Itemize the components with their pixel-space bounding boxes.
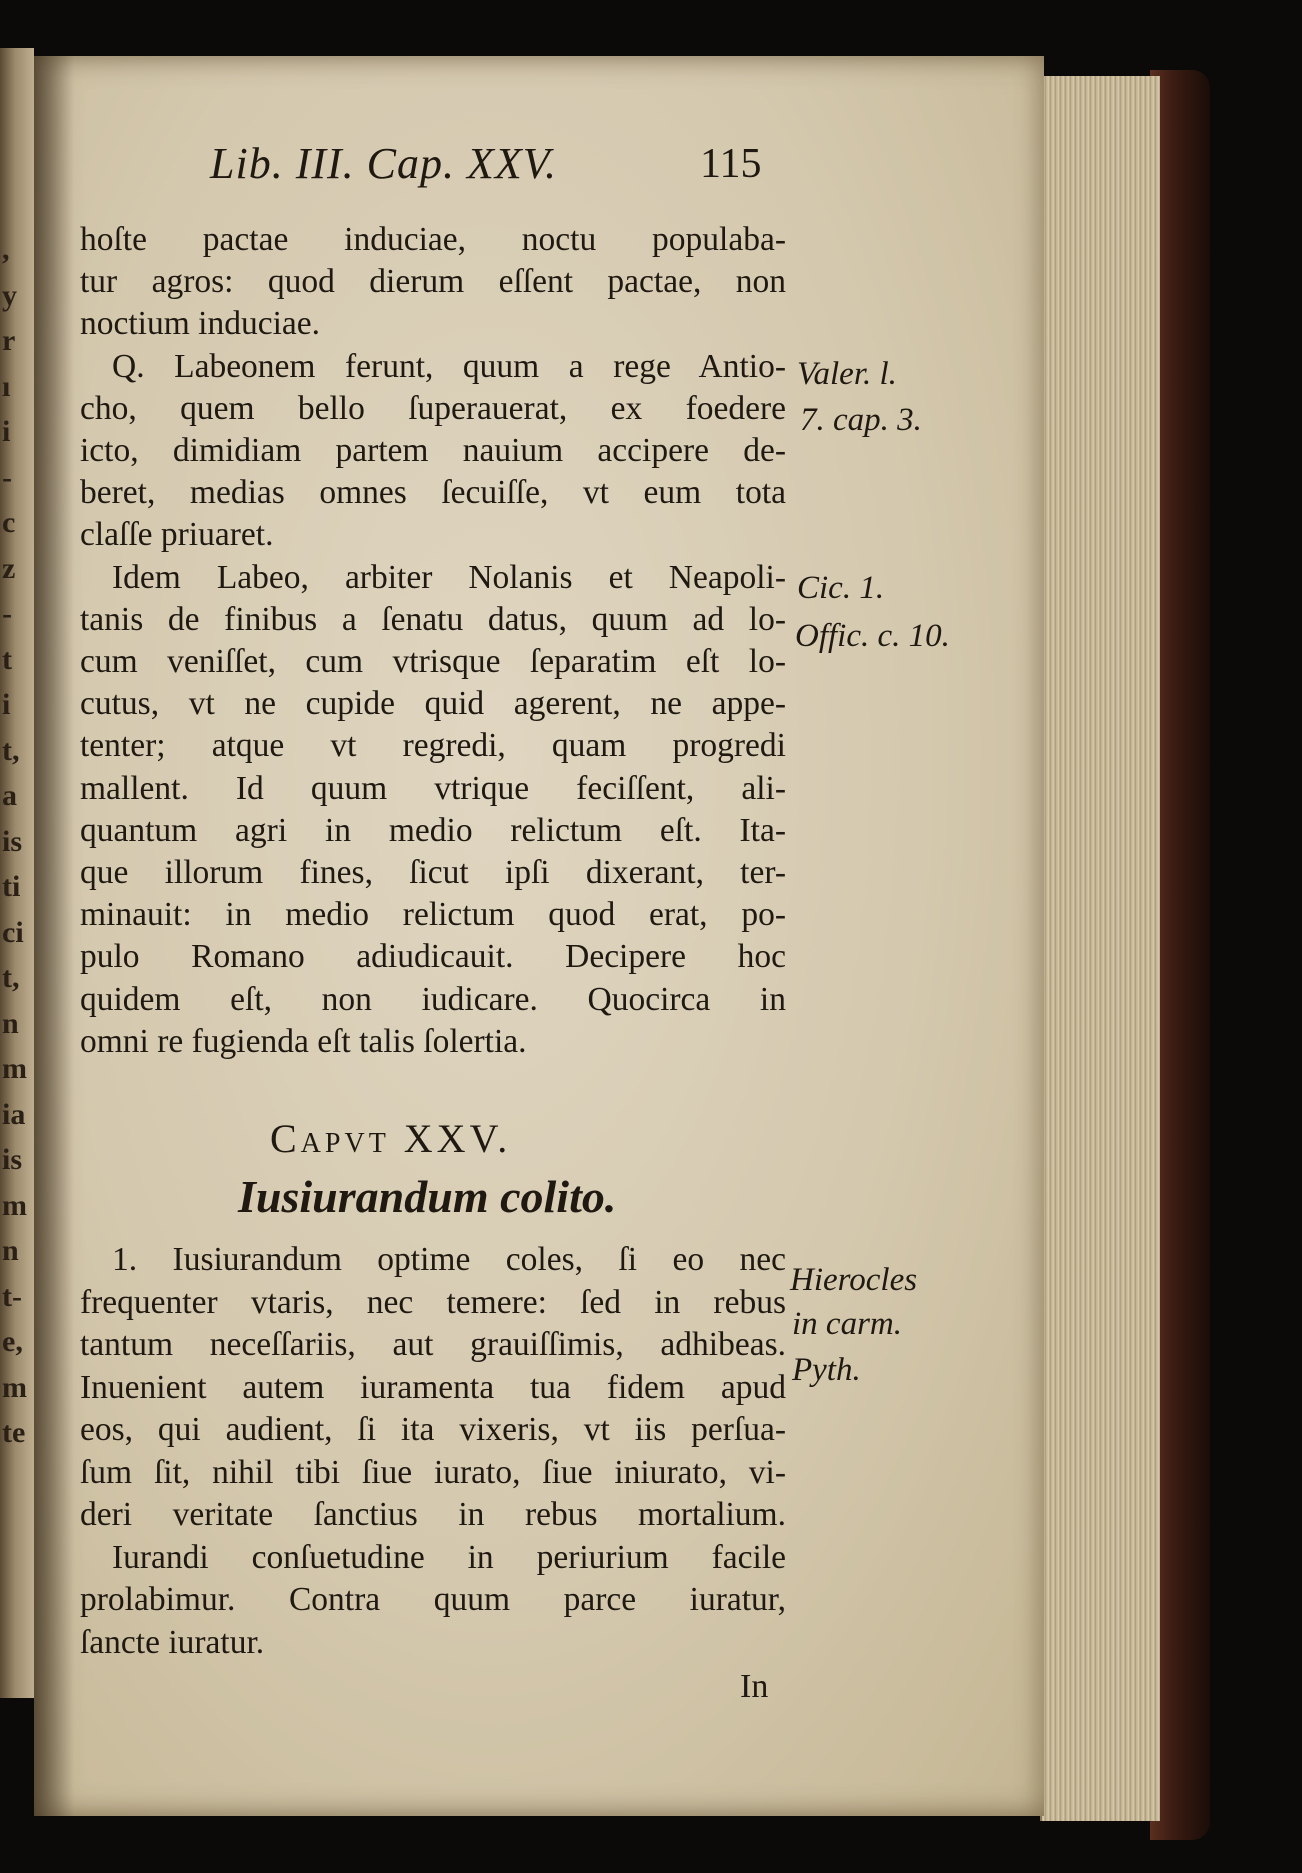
text-line: minauit: in medio relictum quod erat, po- (80, 896, 786, 934)
left-page-char: n (2, 1006, 19, 1040)
margin-note: Pyth. (792, 1352, 861, 1388)
margin-note: Offic. c. 10. (795, 618, 950, 654)
margin-note: Valer. l. (797, 356, 897, 392)
page-number: 115 (700, 141, 762, 187)
text-line: mallent. Id quum vtrique feciſſent, ali- (80, 769, 786, 807)
text-line: frequenter vtaris, nec temere: ſed in rebus (80, 1283, 786, 1321)
left-page-char: r (2, 324, 16, 357)
left-page-char: y (2, 278, 17, 312)
text-line: ſum ſit, nihil tibi ſiue iurato, ſiue iniurato, vi- (80, 1453, 786, 1491)
left-page-char: z (2, 551, 16, 585)
text-line: tantum neceſſariis, aut grauiſſimis, adhibeas. (80, 1326, 786, 1363)
text-line: cho, quem bello ſuperauerat, ex foedere (80, 389, 786, 427)
text-line: claſſe priuaret. (80, 516, 274, 554)
left-page-char: - (2, 597, 12, 630)
left-page-char: t, (2, 961, 20, 994)
left-page-char: i (2, 688, 11, 721)
text-line: cum veniſſet, cum vtrisque ſeparatim eſt lo- (80, 643, 786, 680)
text-line: tur agros: quod dierum eſſent pactae, non (80, 263, 786, 301)
left-page-char: i (2, 415, 11, 448)
text-line: icto, dimidiam partem nauium accipere de- (80, 432, 786, 469)
text-line: Idem Labeo, arbiter Nolanis et Neapoli- (112, 558, 786, 596)
text-line: pulo Romano adiudicauit. Decipere hoc (80, 938, 786, 976)
catchword: In (740, 1668, 769, 1705)
text-line: tenter; atque vt regredi, quam progredi (80, 727, 786, 765)
left-page-char: t- (2, 1279, 22, 1313)
left-page-char: c (2, 506, 16, 539)
text-line: tanis de finibus a ſenatu datus, quum ad lo- (80, 600, 786, 638)
chapter-heading: Capvt XXV. (270, 1116, 512, 1161)
text-line: Inuenient autem iuramenta tua fidem apud (80, 1368, 786, 1406)
left-page-char: ı (2, 369, 11, 403)
page-edges (1040, 76, 1160, 1821)
left-page-char: e, (2, 1325, 23, 1358)
margin-note: Hierocles (790, 1262, 918, 1298)
text-line: noctium induciae. (80, 305, 321, 343)
left-page-char: ci (2, 915, 24, 949)
text-line: que illorum fines, ſicut ipſi dixerant, ter- (80, 854, 786, 891)
left-page-char: t (2, 642, 12, 676)
left-page-char: is (2, 824, 23, 858)
left-page-char: te (2, 1416, 26, 1449)
left-page-char: is (2, 1143, 23, 1176)
text-line: eos, qui audient, ſi ita vixeris, vt iis perſua- (80, 1411, 786, 1448)
text-line: cutus, vt ne cupide quid agerent, ne appe- (80, 685, 786, 723)
left-page-char: a (2, 779, 17, 812)
margin-note: Cic. 1. (797, 570, 885, 606)
margin-note: in carm. (792, 1306, 902, 1342)
text-line: ſancte iuratur. (80, 1623, 265, 1661)
left-page-char: n (2, 1234, 19, 1267)
text-line: Iurandi conſuetudine in periurium facile (112, 1538, 786, 1576)
text-line: hoſte pactae induciae, noctu populaba- (80, 221, 786, 258)
text-line: Q. Labeonem ferunt, quum a rege Antio- (112, 347, 786, 385)
left-page-char: m (2, 1370, 27, 1404)
text-line: deri veritate ſanctius in rebus mortalium. (80, 1496, 786, 1533)
spine-shadow (34, 56, 74, 1816)
text-line: beret, medias omnes ſecuiſſe, vt eum tota (80, 474, 786, 512)
left-page-char: - (2, 460, 12, 494)
left-page-char: ia (2, 1097, 26, 1131)
left-page-char: , (2, 233, 10, 266)
left-page-char: m (2, 1188, 27, 1222)
left-page-char: t, (2, 733, 20, 767)
left-page-char: m (2, 1052, 27, 1085)
text-line: quidem eſt, non iudicare. Quocirca in (80, 980, 786, 1018)
chapter-title: Iusiurandum colito. (238, 1171, 617, 1222)
running-head: Lib. III. Cap. XXV. (210, 139, 557, 188)
margin-note: 7. cap. 3. (800, 402, 922, 438)
text-line: prolabimur. Contra quum parce iuratur, (80, 1581, 786, 1618)
left-page-char: ti (2, 870, 21, 903)
text-line: omni re fugienda eſt talis ſolertia. (80, 1022, 527, 1060)
text-line: quantum agri in medio relictum eſt. Ita- (80, 811, 786, 849)
text-line: 1. Iusiurandum optime coles, ſi eo nec (112, 1241, 786, 1278)
